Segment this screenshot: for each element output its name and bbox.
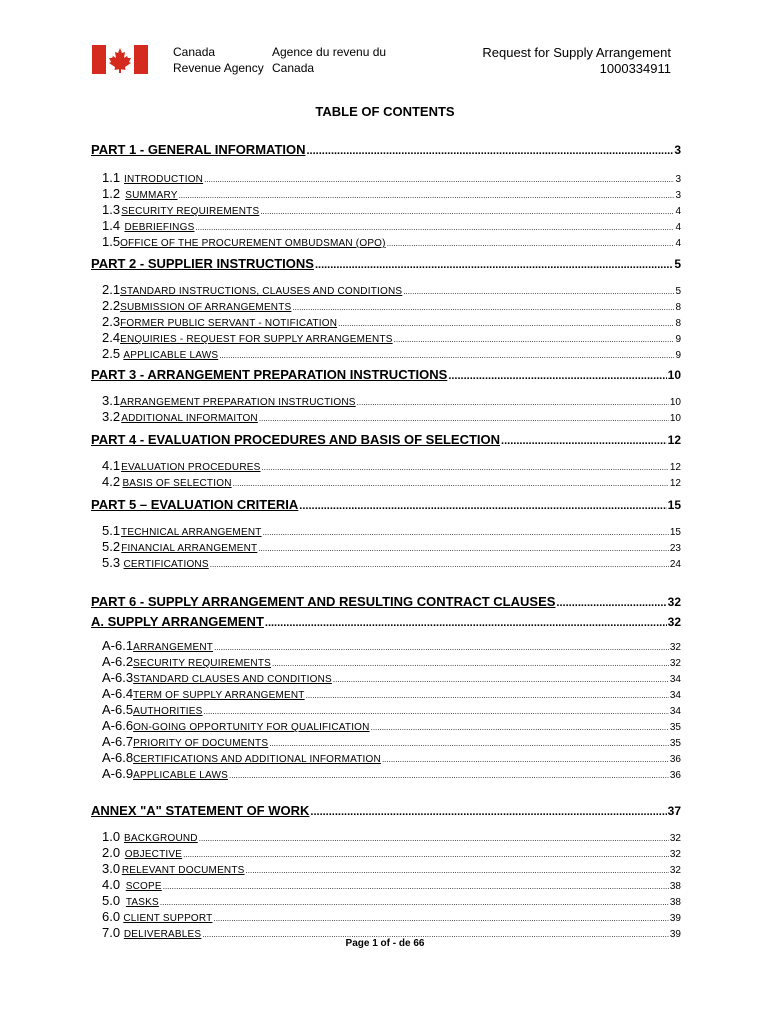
toc-entry[interactable] xyxy=(91,523,681,539)
toc-leader-dots xyxy=(265,617,667,629)
toc-page-number: 3 xyxy=(674,143,681,157)
toc-page-number: 23 xyxy=(669,543,681,554)
toc-leader-dots xyxy=(357,398,669,407)
toc-entry-title: DEBRIEFINGS xyxy=(124,222,195,233)
toc-leader-dots xyxy=(210,560,669,569)
toc-leader-dots xyxy=(183,850,669,859)
toc-leader-dots xyxy=(403,287,674,296)
toc-page-number: 39 xyxy=(669,913,681,924)
toc-entry-title: SUBMISSION OF ARRANGEMENTS xyxy=(120,302,292,313)
toc-entry-number: A-6.3 xyxy=(102,670,134,685)
toc-entry-number: 4.2 xyxy=(102,474,121,489)
toc-heading-part2[interactable] xyxy=(91,256,681,276)
toc-leader-dots xyxy=(195,223,674,232)
toc-page-number: 32 xyxy=(667,615,681,629)
toc-leader-dots xyxy=(163,882,669,891)
toc-entry-number: 1.1 xyxy=(102,170,121,185)
toc-page-number: 15 xyxy=(667,498,681,512)
toc-page-number: 15 xyxy=(669,527,681,538)
toc-leader-dots xyxy=(204,707,669,716)
toc-entry[interactable] xyxy=(91,330,681,346)
toc-page-number: 34 xyxy=(669,706,681,717)
toc-leader-dots xyxy=(501,435,667,447)
toc-entry-title: STANDARD INSTRUCTIONS, CLAUSES AND CONDITIONS xyxy=(120,286,403,297)
toc-page-number: 32 xyxy=(669,833,681,844)
agency-en-line2: Revenue Agency xyxy=(173,61,264,75)
toc-heading-title: PART 5 – EVALUATION CRITERIA xyxy=(91,497,299,512)
agency-name-fr xyxy=(272,44,386,76)
toc-entry-title: SECURITY REQUIREMENTS xyxy=(133,658,271,669)
toc-page-number: 35 xyxy=(669,722,681,733)
agency-en-line1: Canada xyxy=(173,45,216,59)
toc-entry-number: 4.0 xyxy=(102,877,121,892)
toc-entry-number: 7.0 xyxy=(102,925,121,940)
toc-entry[interactable] xyxy=(91,670,681,686)
toc-entry[interactable] xyxy=(91,702,681,718)
toc-entry-number: 3.2 xyxy=(102,409,121,424)
toc-leader-dots xyxy=(269,739,669,748)
toc-entry-number: 2.5 xyxy=(102,346,121,361)
agency-name-en xyxy=(173,44,264,76)
toc-title: TABLE OF CONTENTS xyxy=(315,104,455,119)
toc-entry-number: 1.5 xyxy=(102,234,121,249)
toc-leader-dots xyxy=(556,597,666,609)
toc-page-number: 10 xyxy=(667,368,681,382)
spacer xyxy=(91,571,681,594)
toc-entry-title: ENQUIRIES - REQUEST FOR SUPPLY ARRANGEMENTS xyxy=(120,334,393,345)
toc-entry-title: TASKS xyxy=(125,897,159,908)
toc-page-number: 12 xyxy=(669,462,681,473)
canada-flag-icon xyxy=(92,45,148,74)
page-footer: Page 1 of - de 66 xyxy=(345,938,425,949)
toc-entry-number: 1.4 xyxy=(102,218,121,233)
toc-page-number: 32 xyxy=(669,658,681,669)
toc-page-number: 12 xyxy=(669,478,681,489)
toc-entry-number: A-6.6 xyxy=(102,718,134,733)
toc-heading-title: A. SUPPLY ARRANGEMENT xyxy=(91,614,264,629)
spacer xyxy=(91,425,681,432)
toc-page-number: 12 xyxy=(667,433,681,447)
toc-entry-title: SUMMARY xyxy=(125,190,178,201)
toc-entry-number: 1.3 xyxy=(102,202,121,217)
toc-leader-dots xyxy=(292,303,674,312)
toc-entry[interactable] xyxy=(91,409,681,425)
toc-entry-title: EVALUATION PROCEDURES xyxy=(121,462,261,473)
toc-entry-title: ON-GOING OPPORTUNITY FOR QUALIFICATION xyxy=(133,722,370,733)
toc-entry[interactable] xyxy=(91,555,681,571)
toc-leader-dots xyxy=(306,691,669,700)
toc-entry-title: BASIS OF SELECTION xyxy=(122,478,232,489)
toc-entry[interactable] xyxy=(91,654,681,670)
toc-heading-part1[interactable] xyxy=(91,142,681,162)
document-title: Request for Supply Arrangement xyxy=(482,45,671,60)
toc-entry[interactable] xyxy=(91,218,681,234)
toc-leader-dots xyxy=(199,834,669,843)
toc-entry-title: PRIORITY OF DOCUMENTS xyxy=(133,738,269,749)
toc-leader-dots xyxy=(307,145,674,157)
document-header xyxy=(482,45,671,77)
toc-entry[interactable] xyxy=(91,170,681,186)
toc-heading-part3[interactable] xyxy=(91,367,681,387)
toc-leader-dots xyxy=(382,755,669,764)
agency-fr-line2: Canada xyxy=(272,61,315,75)
toc-entry-number: 2.3 xyxy=(102,314,121,329)
toc-entry-number: 5.2 xyxy=(102,539,121,554)
toc-page-number: 32 xyxy=(669,642,681,653)
toc-leader-dots xyxy=(259,414,669,423)
toc-heading-part6[interactable] xyxy=(91,594,681,614)
toc-entry-number: 2.0 xyxy=(102,845,121,860)
toc-leader-dots xyxy=(387,239,675,248)
toc-leader-dots xyxy=(263,528,669,537)
toc-entry-title: CLIENT SUPPORT xyxy=(123,913,213,924)
toc-entry-number: A-6.8 xyxy=(102,750,134,765)
toc-entry-number: 5.1 xyxy=(102,523,121,538)
document-number: 1000334911 xyxy=(599,61,671,76)
toc-entry[interactable] xyxy=(91,845,681,861)
toc-page-number: 9 xyxy=(675,334,681,345)
toc-entry-number: 2.1 xyxy=(102,282,121,297)
toc-entry-title: RELEVANT DOCUMENTS xyxy=(121,865,245,876)
toc-leader-dots xyxy=(272,659,669,668)
toc-page-number: 5 xyxy=(675,286,681,297)
toc-entry-title: TECHNICAL ARRANGEMENT xyxy=(121,527,262,538)
toc-page-number: 32 xyxy=(669,865,681,876)
toc-page-number: 24 xyxy=(669,559,681,570)
toc-entry[interactable] xyxy=(91,298,681,314)
toc-entry[interactable] xyxy=(91,877,681,893)
toc-entry-number: 2.2 xyxy=(102,298,121,313)
toc-leader-dots xyxy=(315,259,673,271)
toc-entry[interactable] xyxy=(91,539,681,555)
toc-entry-title: SECURITY REQUIREMENTS xyxy=(121,206,260,217)
toc-entry[interactable] xyxy=(91,861,681,877)
toc-entry-title: FINANCIAL ARRANGEMENT xyxy=(121,543,258,554)
toc-heading-title: PART 1 - GENERAL INFORMATION xyxy=(91,142,306,157)
toc-entry[interactable] xyxy=(91,314,681,330)
toc-leader-dots xyxy=(246,866,669,875)
toc-entry[interactable] xyxy=(91,829,681,845)
toc-leader-dots xyxy=(338,319,674,328)
toc-leader-dots xyxy=(371,723,669,732)
toc-entry-number: 1.0 xyxy=(102,829,121,844)
toc-entry-title: APPLICABLE LAWS xyxy=(123,350,219,361)
toc-heading-sectionA[interactable] xyxy=(91,614,681,634)
toc-entry-number: 6.0 xyxy=(102,909,121,924)
toc-page-number: 3 xyxy=(675,190,681,201)
toc-page-number: 8 xyxy=(675,318,681,329)
toc-page-number: 38 xyxy=(669,897,681,908)
toc-entry[interactable] xyxy=(91,909,681,925)
toc-leader-dots xyxy=(394,335,675,344)
toc-leader-dots xyxy=(229,771,669,780)
toc-entry-title: SCOPE xyxy=(125,881,162,892)
toc-page-number: 3 xyxy=(675,174,681,185)
toc-entry-title: FORMER PUBLIC SERVANT - NOTIFICATION xyxy=(120,318,338,329)
toc-entry[interactable] xyxy=(91,202,681,218)
toc-page-number: 36 xyxy=(669,770,681,781)
toc-entry[interactable] xyxy=(91,458,681,474)
toc-entry-title: DELIVERABLES xyxy=(123,929,202,940)
toc-entry-title: STANDARD CLAUSES AND CONDITIONS xyxy=(133,674,332,685)
toc-entry-title: ARRANGEMENT xyxy=(133,642,214,653)
toc-leader-dots xyxy=(262,463,669,472)
toc-page-number: 36 xyxy=(669,754,681,765)
toc-page-number: 10 xyxy=(669,397,681,408)
toc-entry-number: 5.0 xyxy=(102,893,121,908)
toc-heading-part5[interactable] xyxy=(91,497,681,517)
toc-page-number: 34 xyxy=(669,690,681,701)
toc-page-number: 39 xyxy=(669,929,681,940)
table-of-contents xyxy=(91,142,681,941)
toc-leader-dots xyxy=(258,544,669,553)
toc-heading-title: ANNEX "A" STATEMENT OF WORK xyxy=(91,803,310,818)
toc-entry-title: TERM OF SUPPLY ARRANGEMENT xyxy=(133,690,305,701)
toc-entry-number: A-6.5 xyxy=(102,702,134,717)
toc-entry-number: A-6.2 xyxy=(102,654,134,669)
toc-heading-annexA[interactable] xyxy=(91,803,681,823)
toc-leader-dots xyxy=(260,207,674,216)
agency-fr-line1: Agence du revenu du xyxy=(272,45,387,59)
toc-leader-dots xyxy=(213,914,668,923)
toc-entry[interactable] xyxy=(91,766,681,782)
toc-entry-number: A-6.7 xyxy=(102,734,134,749)
toc-page-number: 4 xyxy=(675,222,681,233)
toc-entry-number: 3.0 xyxy=(102,861,121,876)
toc-entry-title: CERTIFICATIONS xyxy=(123,559,209,570)
toc-entry-title: ARRANGEMENT PREPARATION INSTRUCTIONS xyxy=(120,397,356,408)
toc-entry-number: A-6.1 xyxy=(102,638,134,653)
toc-heading-part4[interactable] xyxy=(91,432,681,452)
toc-entry[interactable] xyxy=(91,234,681,250)
toc-entry[interactable] xyxy=(91,893,681,909)
toc-entry[interactable] xyxy=(91,718,681,734)
toc-entry-title: BACKGROUND xyxy=(124,833,198,844)
toc-entry[interactable] xyxy=(91,393,681,409)
toc-heading-title: PART 6 - SUPPLY ARRANGEMENT AND RESULTING CONTRACT CLAUSES xyxy=(91,594,556,609)
toc-entry[interactable] xyxy=(91,686,681,702)
toc-page-number: 8 xyxy=(675,302,681,313)
toc-page-number: 5 xyxy=(674,257,681,271)
toc-heading-title: PART 3 - ARRANGEMENT PREPARATION INSTRUCTIONS xyxy=(91,367,448,382)
toc-entry-title: APPLICABLE LAWS xyxy=(133,770,228,781)
toc-entry-title: AUTHORITIES xyxy=(133,706,203,717)
toc-leader-dots xyxy=(448,370,666,382)
spacer xyxy=(91,782,681,803)
toc-page-number: 9 xyxy=(675,350,681,361)
toc-leader-dots xyxy=(310,806,666,818)
toc-page-number: 10 xyxy=(669,413,681,424)
toc-entry-number: 1.2 xyxy=(102,186,121,201)
toc-leader-dots xyxy=(233,479,669,488)
toc-leader-dots xyxy=(204,175,674,184)
toc-page-number: 35 xyxy=(669,738,681,749)
toc-entry[interactable] xyxy=(91,750,681,766)
toc-entry-title: ADDITIONAL INFORMAITON xyxy=(121,413,258,424)
spacer xyxy=(91,162,681,170)
toc-entry[interactable] xyxy=(91,282,681,298)
toc-page-number: 38 xyxy=(669,881,681,892)
toc-page-number: 4 xyxy=(675,206,681,217)
toc-entry-number: 3.1 xyxy=(102,393,121,408)
toc-page-number: 4 xyxy=(675,238,681,249)
toc-entry-title: OFFICE OF THE PROCUREMENT OMBUDSMAN (OPO) xyxy=(120,238,386,249)
toc-entry-number: 4.1 xyxy=(102,458,121,473)
toc-page-number: 37 xyxy=(667,804,681,818)
toc-entry-number: A-6.9 xyxy=(102,766,134,781)
toc-leader-dots xyxy=(214,643,669,652)
toc-leader-dots xyxy=(179,191,675,200)
toc-entry-title: INTRODUCTION xyxy=(124,174,204,185)
toc-leader-dots xyxy=(333,675,669,684)
toc-entry[interactable] xyxy=(91,638,681,654)
toc-entry-title: CERTIFICATIONS AND ADDITIONAL INFORMATION xyxy=(133,754,381,765)
toc-entry-number: 5.3 xyxy=(102,555,121,570)
toc-leader-dots xyxy=(160,898,669,907)
toc-entry[interactable] xyxy=(91,346,681,362)
toc-heading-title: PART 2 - SUPPLIER INSTRUCTIONS xyxy=(91,256,314,271)
spacer xyxy=(91,490,681,497)
toc-entry[interactable] xyxy=(91,474,681,490)
toc-page-number: 34 xyxy=(669,674,681,685)
toc-entry-number: A-6.4 xyxy=(102,686,134,701)
toc-page-number: 32 xyxy=(667,595,681,609)
toc-entry[interactable] xyxy=(91,186,681,202)
toc-leader-dots xyxy=(299,500,666,512)
toc-entry-number: 2.4 xyxy=(102,330,121,345)
toc-heading-title: PART 4 - EVALUATION PROCEDURES AND BASIS OF SELECTION xyxy=(91,432,501,447)
toc-entry-title: OBJECTIVE xyxy=(124,849,183,860)
toc-entry[interactable] xyxy=(91,734,681,750)
toc-leader-dots xyxy=(219,351,674,360)
toc-page-number: 32 xyxy=(669,849,681,860)
